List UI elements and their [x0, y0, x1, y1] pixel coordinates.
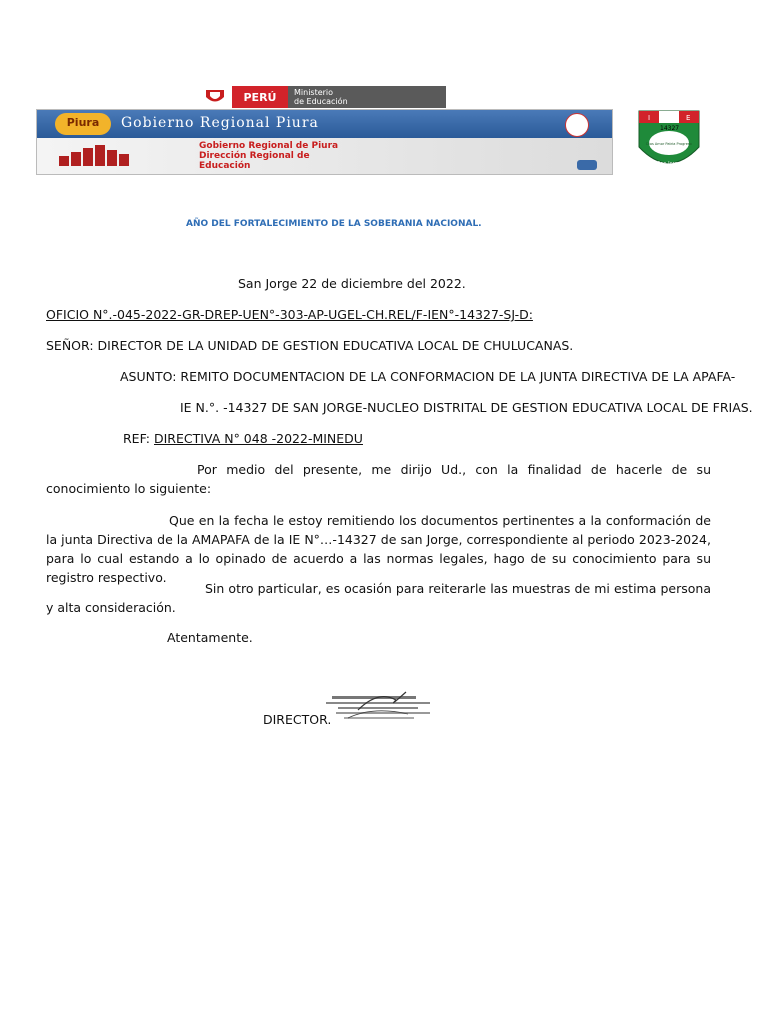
- oficio-number: OFICIO N°.-045-2022-GR-DREP-UEN°-303-AP-UGEL-CH.REL/F-IEN°-14327-SJ-D:: [46, 307, 533, 322]
- regional-banner-bottom: [37, 138, 612, 174]
- signature-stamp-icon: [318, 688, 442, 726]
- seal-left-letter: I: [648, 114, 651, 122]
- piura-logo: Piura: [55, 113, 111, 135]
- reference-line: [123, 431, 363, 446]
- bar-graphic-icon: [59, 142, 135, 166]
- subject-line-1: ASUNTO: REMITO DOCUMENTACION DE LA CONFORMACION DE LA JUNTA DIRECTIVA DE LA APAFA-: [120, 369, 736, 384]
- paragraph-body: [46, 511, 711, 587]
- seal-right-letter: E: [686, 114, 691, 122]
- year-title: AÑO DEL FORTALECIMIENTO DE LA SOBERANIA NACIONAL.: [186, 219, 482, 229]
- reference-label: REF:: [123, 431, 154, 446]
- home-icon: [577, 160, 597, 170]
- recipient-line: SEÑOR: DIRECTOR DE LA UNIDAD DE GESTION EDUCATIVA LOCAL DE CHULUCANAS.: [46, 338, 574, 353]
- dre-line1: Gobierno Regional de Piura: [199, 141, 339, 151]
- signature-label: DIRECTOR.: [263, 712, 332, 727]
- ministry-line2: de Educación: [294, 97, 348, 106]
- paragraph-intro: [46, 460, 711, 498]
- dre-line2: Dirección Regional de: [199, 151, 310, 161]
- regional-banner: [36, 109, 613, 175]
- minedu-banner: [198, 86, 446, 108]
- subject-line-2: IE N.°. -14327 DE SAN JORGE-NUCLEO DISTRITAL DE GESTION EDUCATIVA LOCAL DE FRIAS.: [180, 400, 753, 415]
- dre-line3: Educación: [199, 161, 251, 171]
- seal-motto: Dios Amor Patria Progreso: [646, 142, 692, 146]
- ministry-line1: Ministerio: [294, 88, 334, 97]
- peru-shield-icon: [198, 86, 232, 108]
- school-seal-icon: [636, 109, 702, 172]
- paragraph-intro-text: Por medio del presente, me dirijo Ud., con la finalidad de hacerle de su conocimiento lo siguiente:: [46, 462, 711, 496]
- regional-seal-icon: [565, 113, 589, 137]
- date-line: San Jorge 22 de diciembre del 2022.: [238, 276, 466, 291]
- ministry-label: [288, 86, 354, 108]
- peru-label: PERÚ: [232, 86, 288, 108]
- seal-name: San Jorge: [657, 161, 681, 167]
- paragraph-closing: [46, 579, 711, 617]
- regional-title: Gobierno Regional Piura: [121, 115, 319, 131]
- regional-banner-top: [37, 110, 612, 138]
- dre-label: [199, 141, 338, 171]
- seal-number: 14327: [660, 125, 680, 132]
- paragraph-closing-text: Sin otro particular, es ocasión para reiterarle las muestras de mi estima persona y alta consideración.: [46, 581, 711, 615]
- reference-value: DIRECTIVA N° 048 -2022-MINEDU: [154, 431, 363, 446]
- closing-salutation: Atentamente.: [167, 630, 253, 645]
- paragraph-body-text: Que en la fecha le estoy remitiendo los documentos pertinentes a la conformación de la junta Directiva de la AMAPAFA de la IE N°…-14327 de san Jorge, correspondiente al periodo 2023-2024, para lo cual estando a lo opinado de acuerdo a las normas legales, hago de su conocimiento para su registro respectivo.: [46, 513, 711, 585]
